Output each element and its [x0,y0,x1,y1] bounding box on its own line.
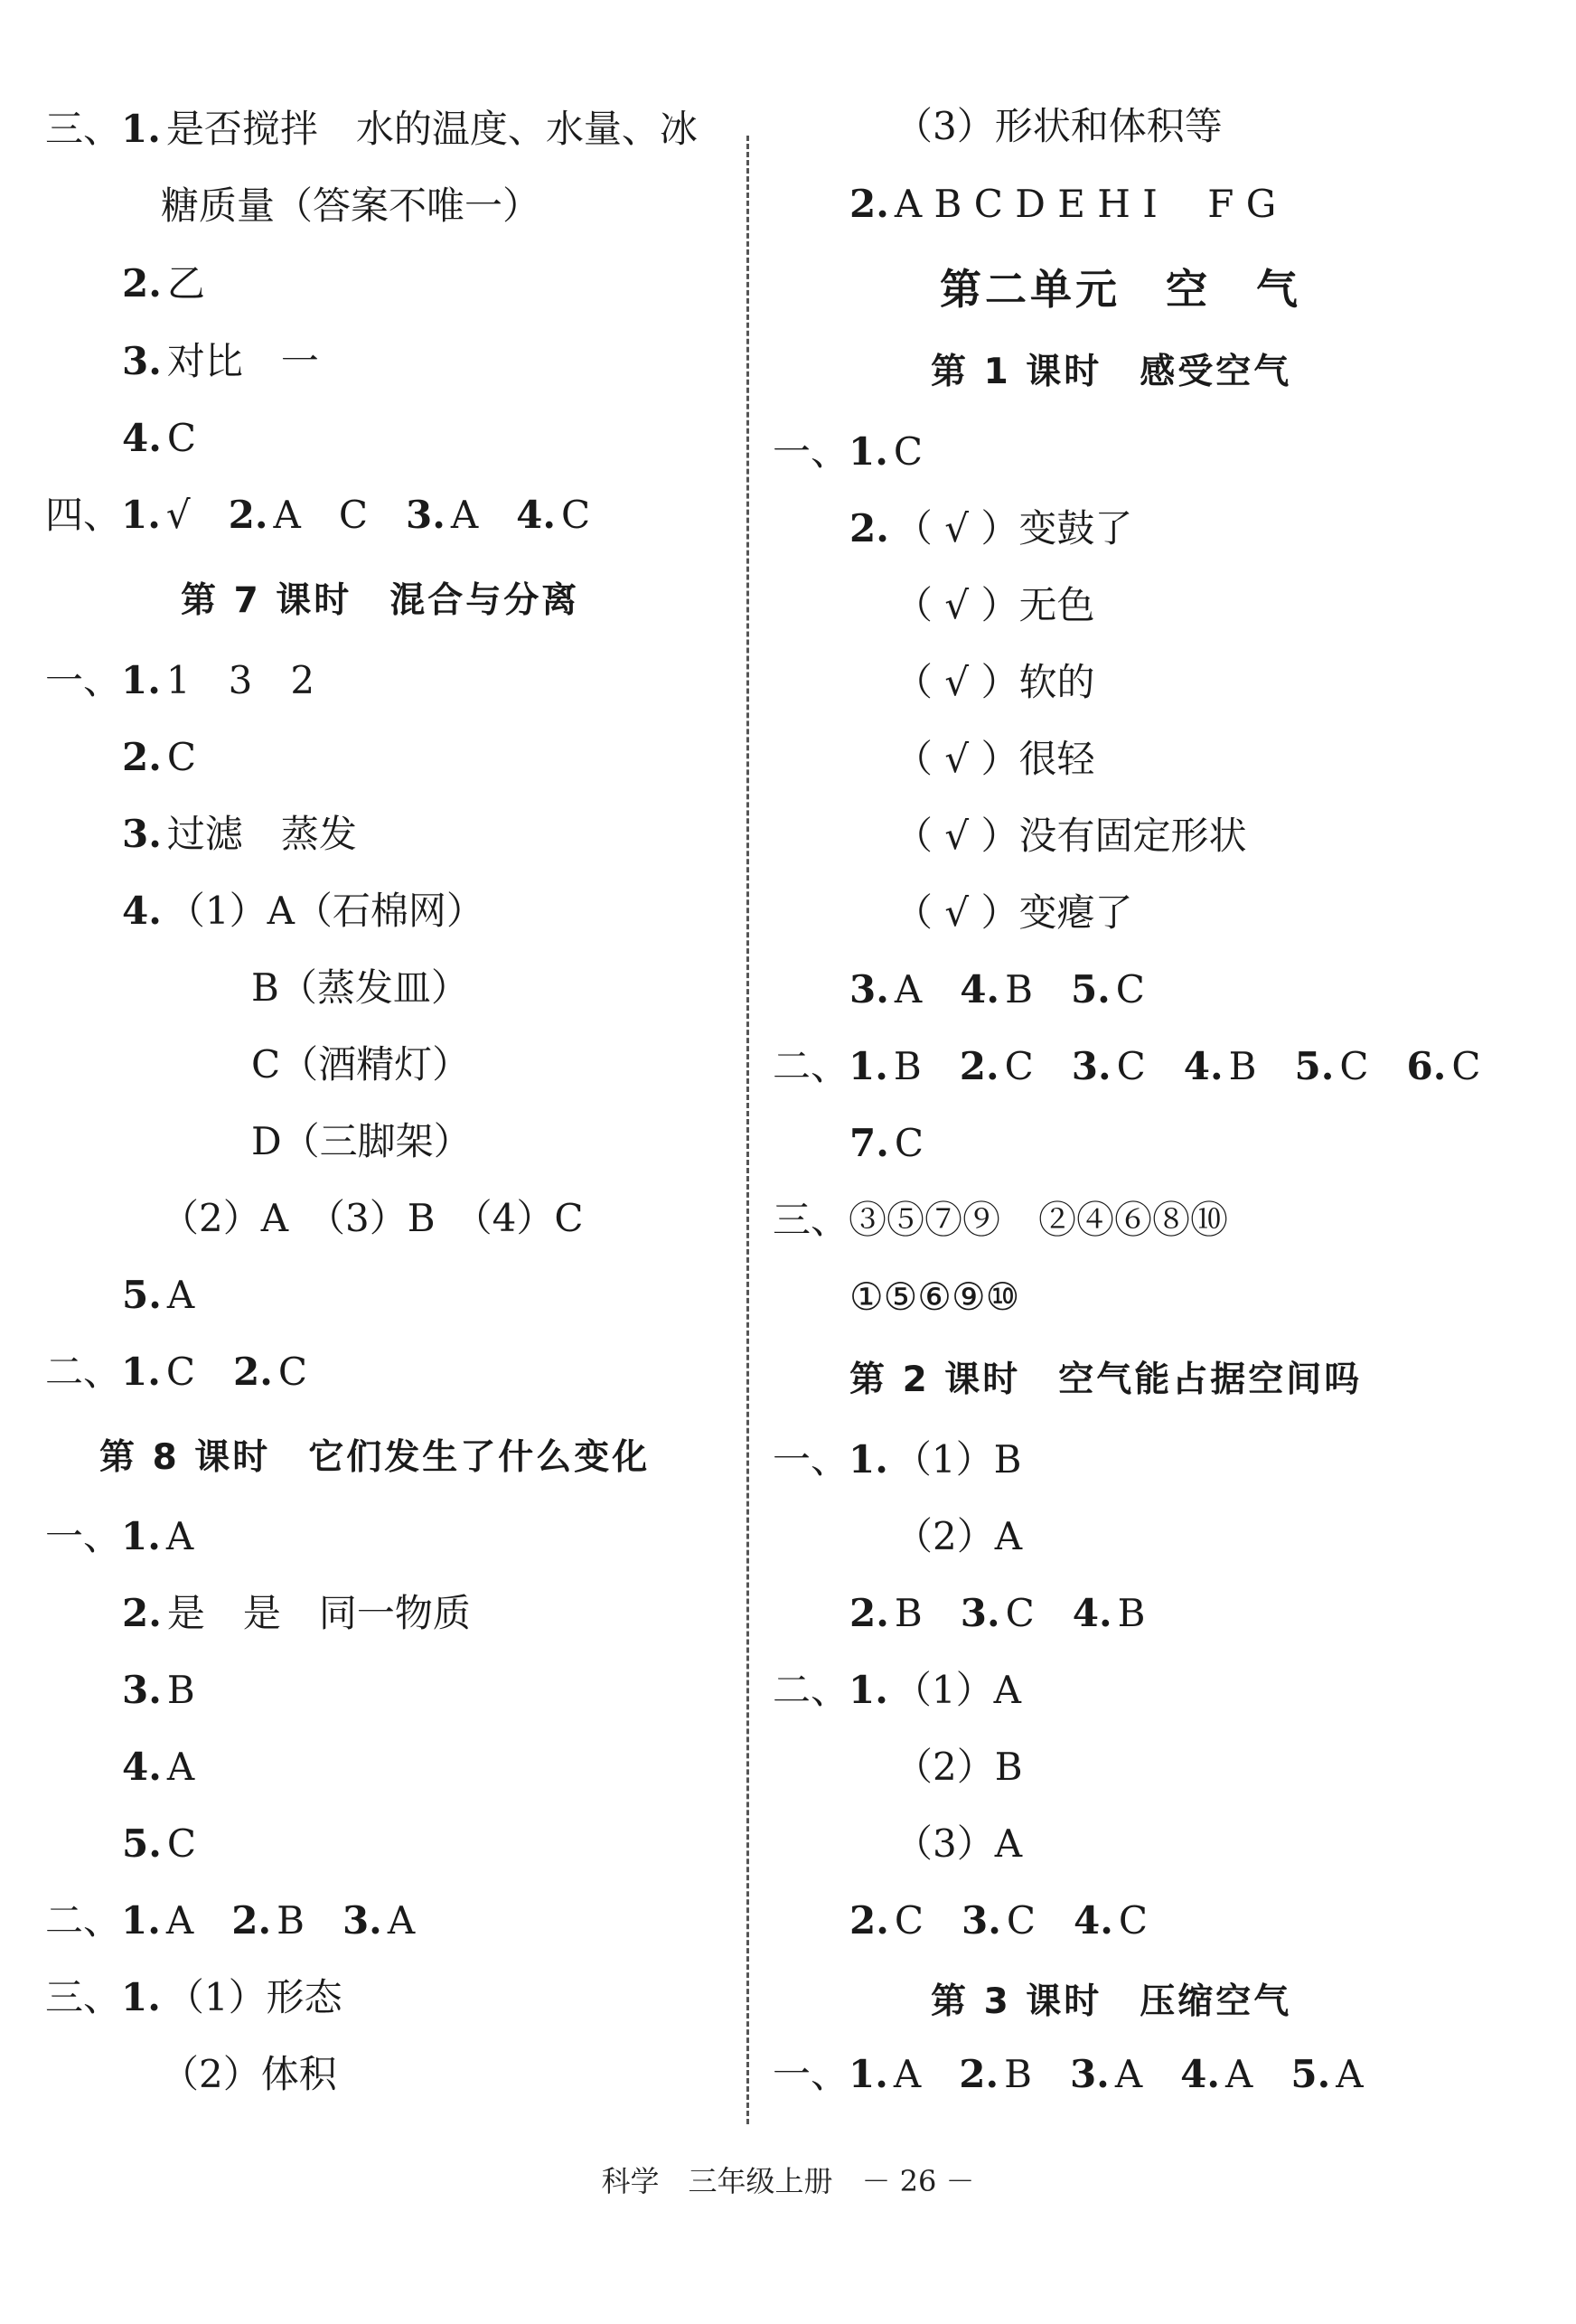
answer-text: 第 3 课时 压缩空气 [931,1981,1292,2022]
question-number: 3. [342,1898,382,1943]
answer-text: B [894,1591,961,1635]
question-number: 4. [516,493,557,537]
question-number: 3. [960,1591,1000,1635]
answer-text: A [166,1745,195,1789]
answer-text: C [894,1121,924,1165]
answer-text: C [894,1898,962,1943]
answer-text: （2）体积 [161,2052,337,2096]
section-marker: 二、 [45,1898,122,1943]
question-number: 1. [121,107,161,151]
answer-line [161,1191,584,1246]
question-number: 5. [1070,967,1111,1011]
answer-line [45,102,698,156]
section-marker: 一、 [45,1514,122,1558]
question-number: 1. [121,493,161,537]
answer-text: C [165,1350,234,1394]
answer-text: 对比 一 [166,339,319,383]
answer-line [251,1038,470,1092]
question-number: 1. [121,658,161,702]
answer-text: （ √ ）软的 [895,660,1095,704]
answer-line [161,179,540,233]
answer-line [773,425,923,479]
answer-text: C [277,1350,308,1394]
answer-text: （3）A [895,1821,1023,1866]
section-marker: 四、 [45,493,122,537]
question-number: 1. [849,429,888,474]
question-number: 2. [849,1898,889,1943]
answer-text: A [165,1514,194,1558]
answer-text: C [1115,967,1145,1011]
question-number: 2. [231,1898,272,1943]
lesson-heading [181,574,579,628]
question-number: 4. [122,889,162,933]
answer-line [849,1586,1145,1641]
question-number: 1. [849,1437,888,1482]
answer-line [773,1193,1228,1247]
answer-line [849,1270,1019,1324]
answer-text: 第 7 课时 混合与分离 [181,580,580,621]
answer-line [773,1663,1021,1717]
answer-text: C [166,1821,196,1866]
unit-heading [940,262,1301,316]
question-number: 1. [121,1514,161,1558]
answer-line [122,730,196,785]
answer-text: 是 是 同一物质 [166,1591,471,1635]
answer-text: （2）B [895,1745,1023,1789]
question-number: 2. [122,735,162,779]
answer-text: （ √ ）变鼓了 [894,506,1133,550]
answer-text: （3）形状和体积等 [895,104,1223,148]
question-number: 5. [122,1273,162,1317]
question-number: 4. [1072,1591,1112,1635]
question-number: 3. [849,967,889,1011]
question-number: 1. [849,2052,888,2096]
answer-text: A [1225,2052,1291,2096]
section-marker: 二、 [45,1350,122,1394]
question-number: 1. [849,1044,888,1088]
answer-text: C [166,416,196,460]
answer-text: 乙 [166,261,205,306]
answer-text: C [893,429,924,474]
answer-text: C [1116,1044,1184,1088]
question-number: 4. [960,967,1000,1011]
answer-text: （1）形态 [165,1975,342,2019]
answer-line [895,99,1223,154]
answer-text: ③⑤⑦⑨ ②④⑥⑧⑩ [849,1198,1229,1242]
answer-text: C [1004,1044,1072,1088]
answer-line [895,655,1094,710]
answer-text: C [561,493,591,537]
answer-text: （1）A（石棉网） [166,889,484,933]
answer-line [45,1345,307,1399]
answer-line [122,807,357,861]
question-number: 2. [959,1044,999,1088]
answer-line [161,2047,337,2102]
answer-text: 1 3 2 [165,658,315,702]
question-number: 4. [122,416,162,460]
answer-text: B [1005,967,1071,1011]
answer-line [122,411,196,466]
answer-text: C [166,735,196,779]
question-number: 3. [1071,1044,1112,1088]
answer-line [849,963,1145,1017]
answer-line [251,1115,472,1169]
answer-text: 是否搅拌 水的温度、水量、冰 [165,107,698,151]
answer-text: 第 1 课时 感受空气 [931,352,1292,392]
question-number: 2. [233,1350,273,1394]
answer-text: A C [273,493,406,537]
question-number: 3. [122,1668,162,1712]
section-marker: 三、 [773,1198,849,1242]
answer-line [45,654,314,708]
lesson-heading [99,1431,650,1485]
answer-text: B [277,1898,342,1943]
answer-text: 第 8 课时 它们发生了什么变化 [99,1437,651,1478]
answer-line [122,334,319,389]
answer-text: （ √ ）没有固定形状 [895,814,1247,858]
answer-text: A [1114,2052,1181,2096]
answer-text: A B C D E H I F G [894,182,1277,226]
question-number: 1. [849,1668,888,1712]
question-number: 2. [849,1591,889,1635]
answer-text: ①⑤⑥⑨⑩ [849,1275,1020,1319]
question-number: 4. [122,1745,162,1789]
answer-line [849,502,1132,556]
answer-line [849,1894,1148,1948]
answer-line [122,1268,194,1322]
answer-line [895,809,1246,863]
answer-line [45,1971,342,2025]
question-number: 6. [1406,1044,1447,1088]
question-number: 5. [1294,1044,1335,1088]
answer-text: C [1339,1044,1407,1088]
answer-text: A [1336,2052,1364,2096]
answer-line [45,1894,415,1948]
question-number: 3. [122,812,162,856]
answer-text: A [387,1898,416,1943]
answer-line [849,177,1276,231]
answer-line [45,1510,193,1564]
answer-text: （2）A （3）B （4）C [161,1196,584,1240]
question-number: 2. [849,506,889,550]
answer-text: C（酒精灯） [251,1042,471,1087]
answer-line [251,961,469,1015]
answer-text: B [166,1668,195,1712]
answer-text: A [894,967,961,1011]
answer-line [849,1116,924,1171]
answer-text: A [165,1898,232,1943]
question-number: 7. [849,1121,889,1165]
answer-text: C [1451,1044,1481,1088]
section-marker: 一、 [45,658,122,702]
answer-text: （ √ ）很轻 [895,737,1095,781]
lesson-heading [849,1353,1362,1407]
answer-text: （1）B [893,1437,1022,1482]
question-number: 5. [122,1821,162,1866]
question-number: 2. [122,1591,162,1635]
answer-text: D（三脚架） [251,1119,472,1163]
answer-text: （ √ ）变瘪了 [895,890,1133,935]
section-marker: 一、 [773,429,849,474]
question-number: 2. [228,493,268,537]
answer-line [122,1586,471,1641]
question-number: 2. [122,261,162,306]
answer-line [773,1040,1480,1094]
answer-text: 糖质量（答案不唯一） [161,183,541,228]
section-marker: 二、 [773,1668,849,1712]
answer-line [122,1663,195,1717]
answer-text: B [1004,2052,1070,2096]
answer-line [895,1817,1022,1871]
answer-line [45,488,590,542]
answer-line [895,1740,1023,1794]
answer-text: （2）A [895,1514,1023,1558]
answer-text: B [1117,1591,1146,1635]
answer-text: A [893,2052,960,2096]
answer-text: A [166,1273,195,1317]
question-number: 2. [959,2052,999,2096]
question-number: 3. [122,339,162,383]
question-number: 1. [121,1898,161,1943]
answer-text: B [1228,1044,1295,1088]
answer-line [895,1510,1022,1564]
question-number: 3. [405,493,446,537]
section-marker: 三、 [45,107,122,151]
question-number: 2. [849,182,889,226]
answer-text: A [450,493,517,537]
answer-text: C [1005,1591,1073,1635]
question-number: 4. [1180,2052,1221,2096]
answer-line [895,886,1132,940]
question-number: 5. [1290,2052,1331,2096]
answer-text: （1）A [893,1668,1021,1712]
answer-text: B [893,1044,960,1088]
answer-line [773,1433,1021,1487]
answer-line [122,1740,194,1794]
lesson-heading [931,345,1291,400]
question-number: 3. [962,1898,1001,1943]
answer-line [122,257,205,311]
answer-text: C [1006,1898,1074,1943]
answer-line [895,732,1094,786]
answer-text: C [1118,1898,1148,1943]
question-number: 4. [1183,1044,1224,1088]
answer-line [122,1817,196,1871]
column-divider [746,136,749,2124]
answer-line [122,884,484,938]
question-number: 3. [1069,2052,1110,2096]
question-number: 1. [121,1350,161,1394]
question-number: 1. [121,1975,161,2019]
answer-text: 第二单元 空 气 [940,265,1301,314]
section-marker: 三、 [45,1975,122,2019]
section-marker: 一、 [773,1437,849,1482]
answer-text: （ √ ）无色 [895,583,1095,627]
answer-text: 过滤 蒸发 [166,812,357,856]
answer-text: B（蒸发皿） [251,965,469,1010]
answer-line [773,2047,1364,2102]
page-footer: 科学 三年级上册 － 26 － [601,2164,975,2198]
section-marker: 一、 [773,2052,849,2096]
lesson-heading [931,1975,1291,2029]
answer-text: √ [165,493,229,537]
question-number: 4. [1074,1898,1113,1943]
answer-line [895,579,1094,633]
section-marker: 二、 [773,1044,849,1088]
answer-text: 第 2 课时 空气能占据空间吗 [849,1360,1363,1400]
